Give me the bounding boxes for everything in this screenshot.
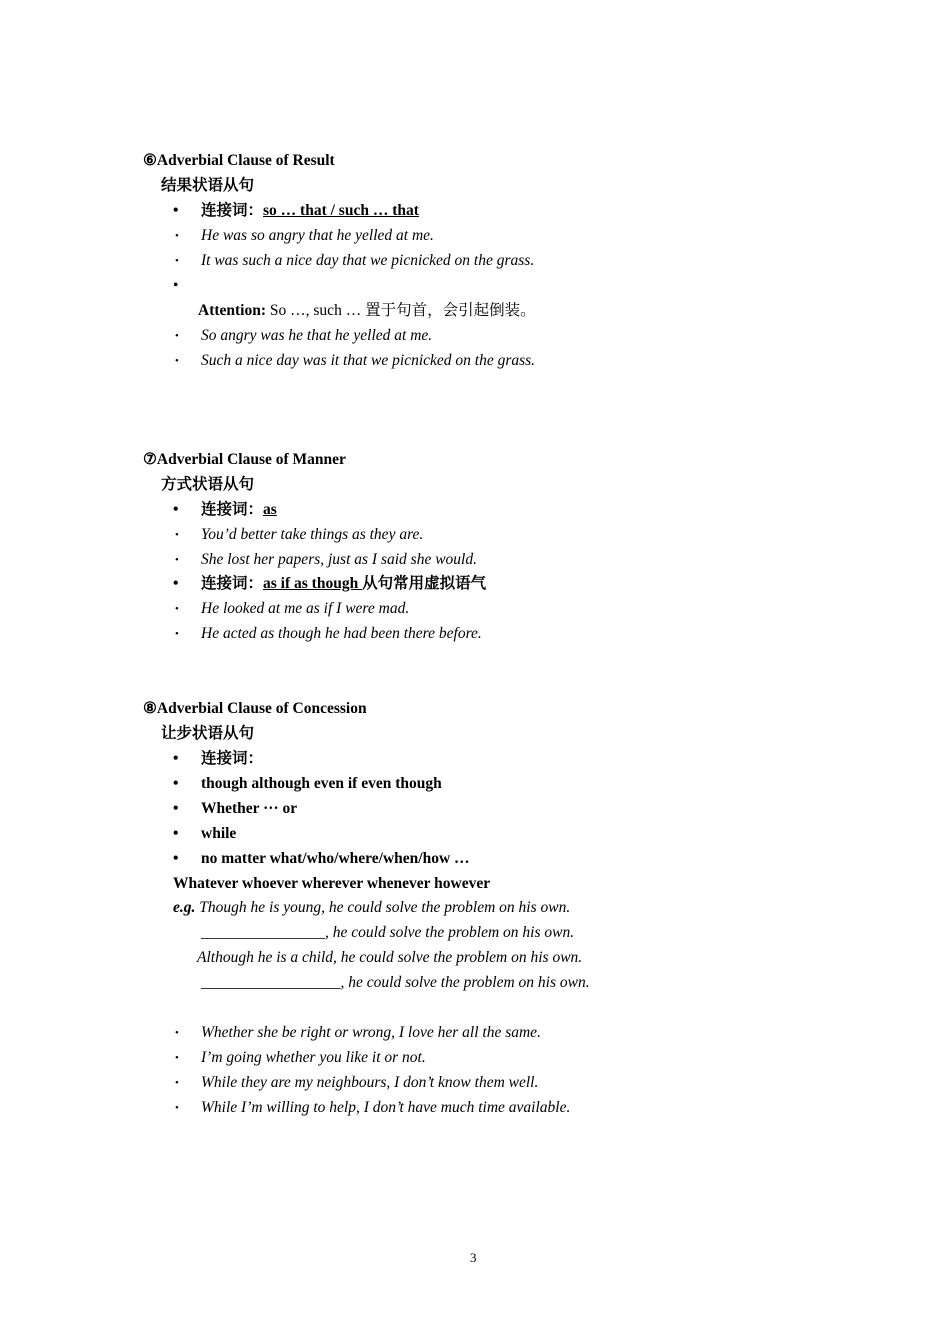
example-sentence: • It was such a nice day that we picnicked on the grass.	[201, 251, 534, 271]
result-heading: ⑥Adverbial Clause of Result	[143, 152, 335, 169]
example-sentence: • While I’m willing to help, I don’t have much time available.	[201, 1098, 570, 1118]
example-sentence: • He was so angry that he yelled at me.	[201, 226, 434, 246]
eg-line	[173, 898, 570, 918]
example-sentence: • She lost her papers, just as I said she would.	[201, 550, 477, 570]
attention-label: Attention:	[198, 302, 267, 319]
fill-blank-sentence: __________________, he could solve the problem on his own.	[201, 974, 590, 991]
fill-blank-sentence: ________________, he could solve the problem on his own.	[201, 924, 575, 941]
example-sentence: • Such a nice day was it that we picnicked on the grass.	[201, 351, 535, 371]
concession-heading: ⑧Adverbial Clause of Concession	[143, 700, 367, 717]
example-sentence: • He acted as though he had been there before.	[201, 624, 482, 644]
concession-connectives: • 连接词：	[201, 749, 263, 769]
example-sentence: • You’d better take things as they are.	[201, 525, 423, 545]
connective-list-ever: Whatever whoever wherever whenever however	[173, 875, 491, 892]
connective-note: 从句常用虚拟语气	[362, 575, 487, 592]
example-sentence: • While they are my neighbours, I don’t know them well.	[201, 1073, 538, 1093]
attention-note	[198, 301, 536, 321]
connective-words: as	[263, 501, 277, 518]
example-sentence: • So angry was he that he yelled at me.	[201, 326, 432, 346]
manner-connectives	[201, 500, 277, 520]
eg-label: e.g.	[173, 899, 196, 916]
eg-sentence: Although he is a child, he could solve the problem on his own.	[197, 949, 583, 966]
example-sentence: • He looked at me as if I were mad.	[201, 599, 409, 619]
connective-label: 连接词：	[201, 501, 264, 518]
connective-label: 连接词：	[201, 575, 264, 592]
connective-list-item: • though although even if even though	[201, 774, 442, 794]
example-sentence: • I’m going whether you like it or not.	[201, 1048, 426, 1068]
connective-words: so … that / such … that	[263, 202, 419, 219]
manner-heading: ⑦Adverbial Clause of Manner	[143, 451, 346, 468]
result-connectives	[201, 201, 419, 221]
page-number: 3	[470, 1250, 477, 1265]
result-subtitle: 结果状语从句	[161, 177, 255, 194]
connective-label: 连接词：	[201, 202, 264, 219]
manner-subtitle: 方式状语从句	[161, 476, 255, 493]
connective-list-item: • no matter what/who/where/when/how …	[201, 849, 470, 869]
example-sentence: • Whether she be right or wrong, I love her all the same.	[201, 1023, 541, 1043]
connective-list-item: • while	[201, 824, 236, 844]
concession-subtitle: 让步状语从句	[161, 725, 255, 742]
manner-connectives-2	[201, 574, 486, 594]
connective-list-item: • Whether ··· or	[201, 799, 297, 819]
attention-text: So …, such … 置于句首，会引起倒装。	[266, 302, 536, 319]
eg-sentence: Though he is young, he could solve the problem on his own.	[195, 899, 571, 916]
connective-words: as if as though	[263, 575, 363, 592]
